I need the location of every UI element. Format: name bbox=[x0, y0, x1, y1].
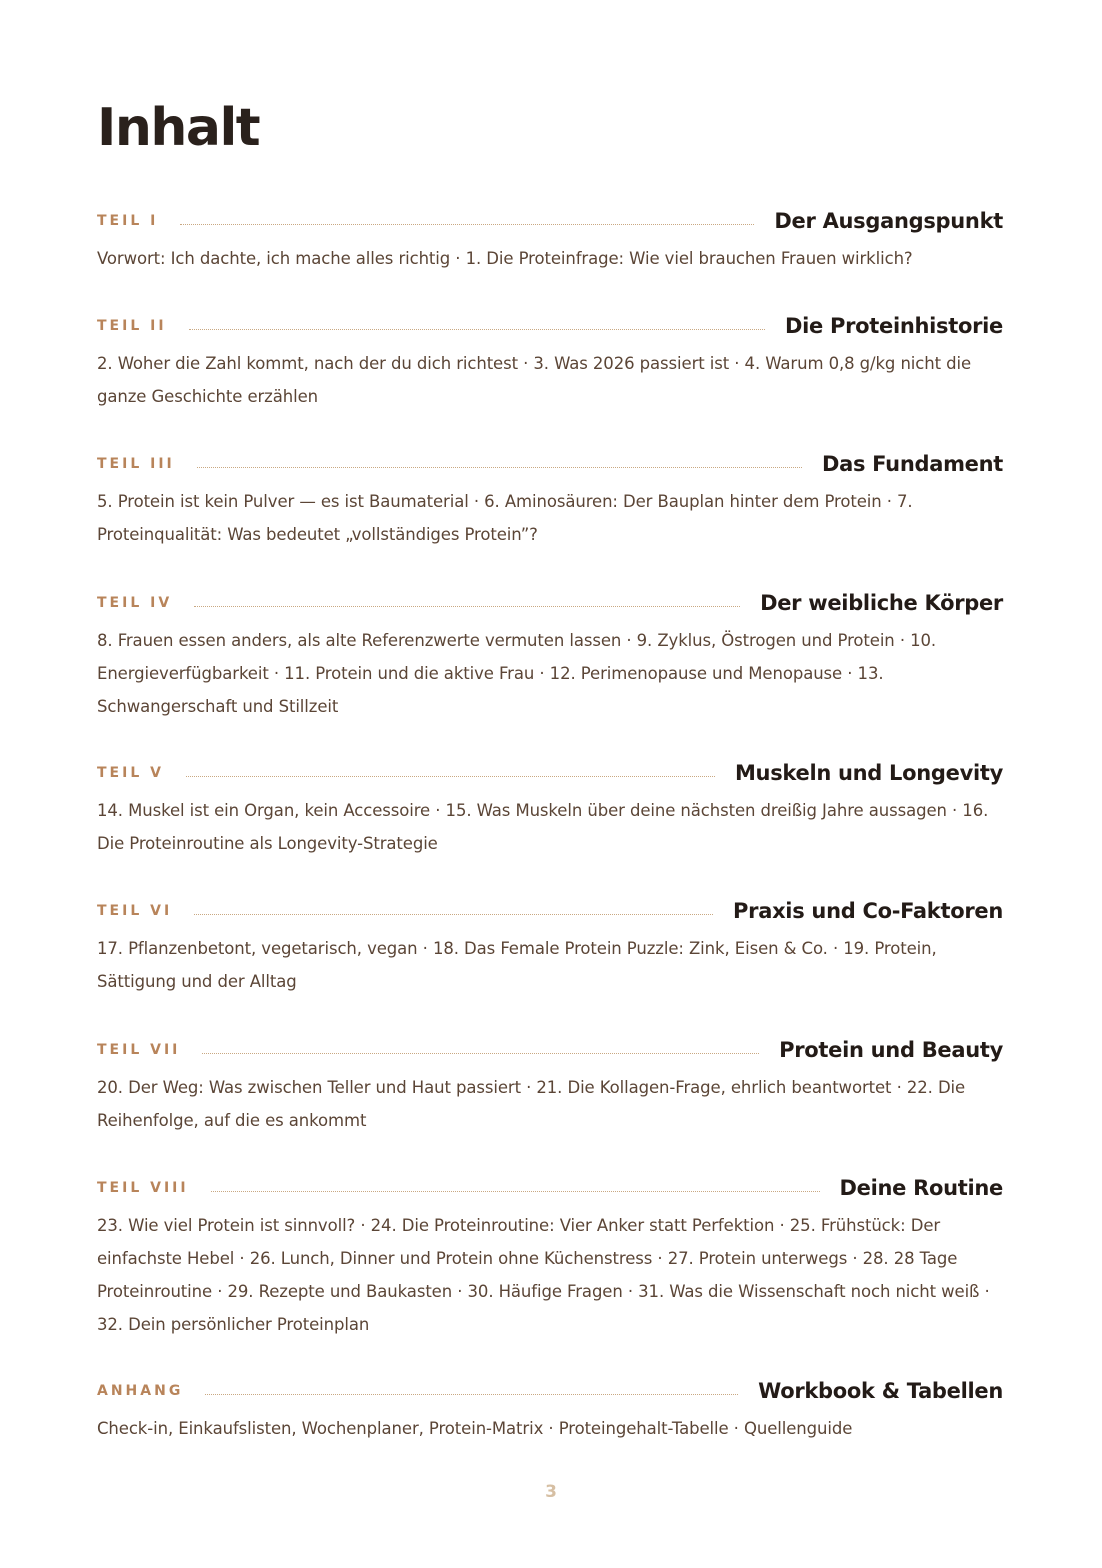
toc-section-teil-2 bbox=[97, 311, 1003, 413]
chapter-list: 23. Wie viel Protein ist sinnvoll? · 24. Die Proteinroutine: Vier Anker statt Perfektion · 25. Frühstück: Der einfachste Hebel · 26. Lunch, Dinner und Protein ohne Küchenstress · 27. Protein unterwegs · 28. 28 Tage Proteinroutine · 29. Rezepte und Baukasten · 30. Häufige Fragen · 31. Was die Wissenschaft noch nicht weiß · 32. Dein persönlicher Proteinplan bbox=[97, 1216, 990, 1334]
part-title: Das Fundament bbox=[821, 452, 1003, 476]
dotted-leader bbox=[197, 467, 802, 468]
chapter-list: Check-in, Einkaufslisten, Wochenplaner, Protein-Matrix · Proteingehalt-Tabelle · Quellenguide bbox=[97, 1419, 853, 1438]
chapter-list: 2. Woher die Zahl kommt, nach der du dich richtest · 3. Was 2026 passiert ist · 4. Warum 0,8 g/kg nicht die ganze Geschichte erzählen bbox=[97, 354, 972, 406]
section-header bbox=[97, 588, 1003, 618]
dotted-leader bbox=[194, 914, 713, 915]
chapter-list: 20. Der Weg: Was zwischen Teller und Haut passiert · 21. Die Kollagen-Frage, ehrlich beantwortet · 22. Die Reihenfolge, auf die es ankommt bbox=[97, 1078, 966, 1130]
dotted-leader bbox=[189, 329, 765, 330]
part-label: TEIL IV bbox=[97, 595, 173, 611]
dotted-leader bbox=[180, 224, 754, 225]
part-label: ANHANG bbox=[97, 1383, 184, 1399]
part-title: Der weibliche Körper bbox=[760, 591, 1003, 615]
section-header bbox=[97, 449, 1003, 479]
part-title: Die Proteinhistorie bbox=[785, 314, 1003, 338]
dotted-leader bbox=[211, 1191, 820, 1192]
page-number: 3 bbox=[545, 1482, 557, 1502]
dotted-leader bbox=[186, 776, 715, 777]
part-title: Deine Routine bbox=[839, 1176, 1003, 1200]
part-title: Praxis und Co-Faktoren bbox=[733, 899, 1003, 923]
section-header bbox=[97, 1035, 1003, 1065]
toc-section-teil-3 bbox=[97, 449, 1003, 551]
part-title: Protein und Beauty bbox=[779, 1038, 1003, 1062]
section-header bbox=[97, 206, 1003, 236]
dotted-leader bbox=[194, 606, 740, 607]
part-label: TEIL III bbox=[97, 456, 175, 472]
section-header bbox=[97, 1376, 1003, 1406]
part-label: TEIL V bbox=[97, 765, 164, 781]
dotted-leader bbox=[202, 1053, 759, 1054]
part-label: TEIL VII bbox=[97, 1042, 181, 1058]
dotted-leader bbox=[205, 1394, 738, 1395]
chapter-list: 8. Frauen essen anders, als alte Referenzwerte vermuten lassen · 9. Zyklus, Östrogen und Protein · 10. Energieverfügbarkeit · 11. Protein und die aktive Frau · 12. Perimenopause und Menopause · 13. Schwangerschaft und Stillzeit bbox=[97, 631, 937, 716]
toc-section-teil-6 bbox=[97, 896, 1003, 998]
toc-section-teil-8 bbox=[97, 1173, 1003, 1341]
part-title: Workbook & Tabellen bbox=[758, 1379, 1003, 1403]
section-header bbox=[97, 758, 1003, 788]
chapter-list: Vorwort: Ich dachte, ich mache alles richtig · 1. Die Proteinfrage: Wie viel brauchen Frauen wirklich? bbox=[97, 249, 913, 268]
part-label: TEIL VIII bbox=[97, 1180, 189, 1196]
part-title: Muskeln und Longevity bbox=[734, 761, 1003, 785]
part-title: Der Ausgangspunkt bbox=[774, 209, 1003, 233]
toc-section-anhang bbox=[97, 1376, 1003, 1445]
toc-section-teil-4 bbox=[97, 588, 1003, 723]
chapter-list: 17. Pflanzenbetont, vegetarisch, vegan · 18. Das Female Protein Puzzle: Zink, Eisen & Co. · 19. Protein, Sättigung und der Alltag bbox=[97, 939, 937, 991]
part-label: TEIL II bbox=[97, 318, 167, 334]
part-label: TEIL I bbox=[97, 213, 159, 229]
chapter-list: 5. Protein ist kein Pulver — es ist Baumaterial · 6. Aminosäuren: Der Bauplan hinter dem Protein · 7. Proteinqualität: Was bedeutet „vollständiges Protein”? bbox=[97, 492, 913, 544]
page-title: Inhalt bbox=[97, 98, 260, 158]
section-header bbox=[97, 1173, 1003, 1203]
toc-section-teil-1 bbox=[97, 206, 1003, 275]
chapter-list: 14. Muskel ist ein Organ, kein Accessoire · 15. Was Muskeln über deine nächsten dreißig Jahre aussagen · 16. Die Proteinroutine als Longevity-Strategie bbox=[97, 801, 989, 853]
section-header bbox=[97, 311, 1003, 341]
toc-section-teil-5 bbox=[97, 758, 1003, 860]
part-label: TEIL VI bbox=[97, 903, 173, 919]
toc-section-teil-7 bbox=[97, 1035, 1003, 1137]
section-header bbox=[97, 896, 1003, 926]
